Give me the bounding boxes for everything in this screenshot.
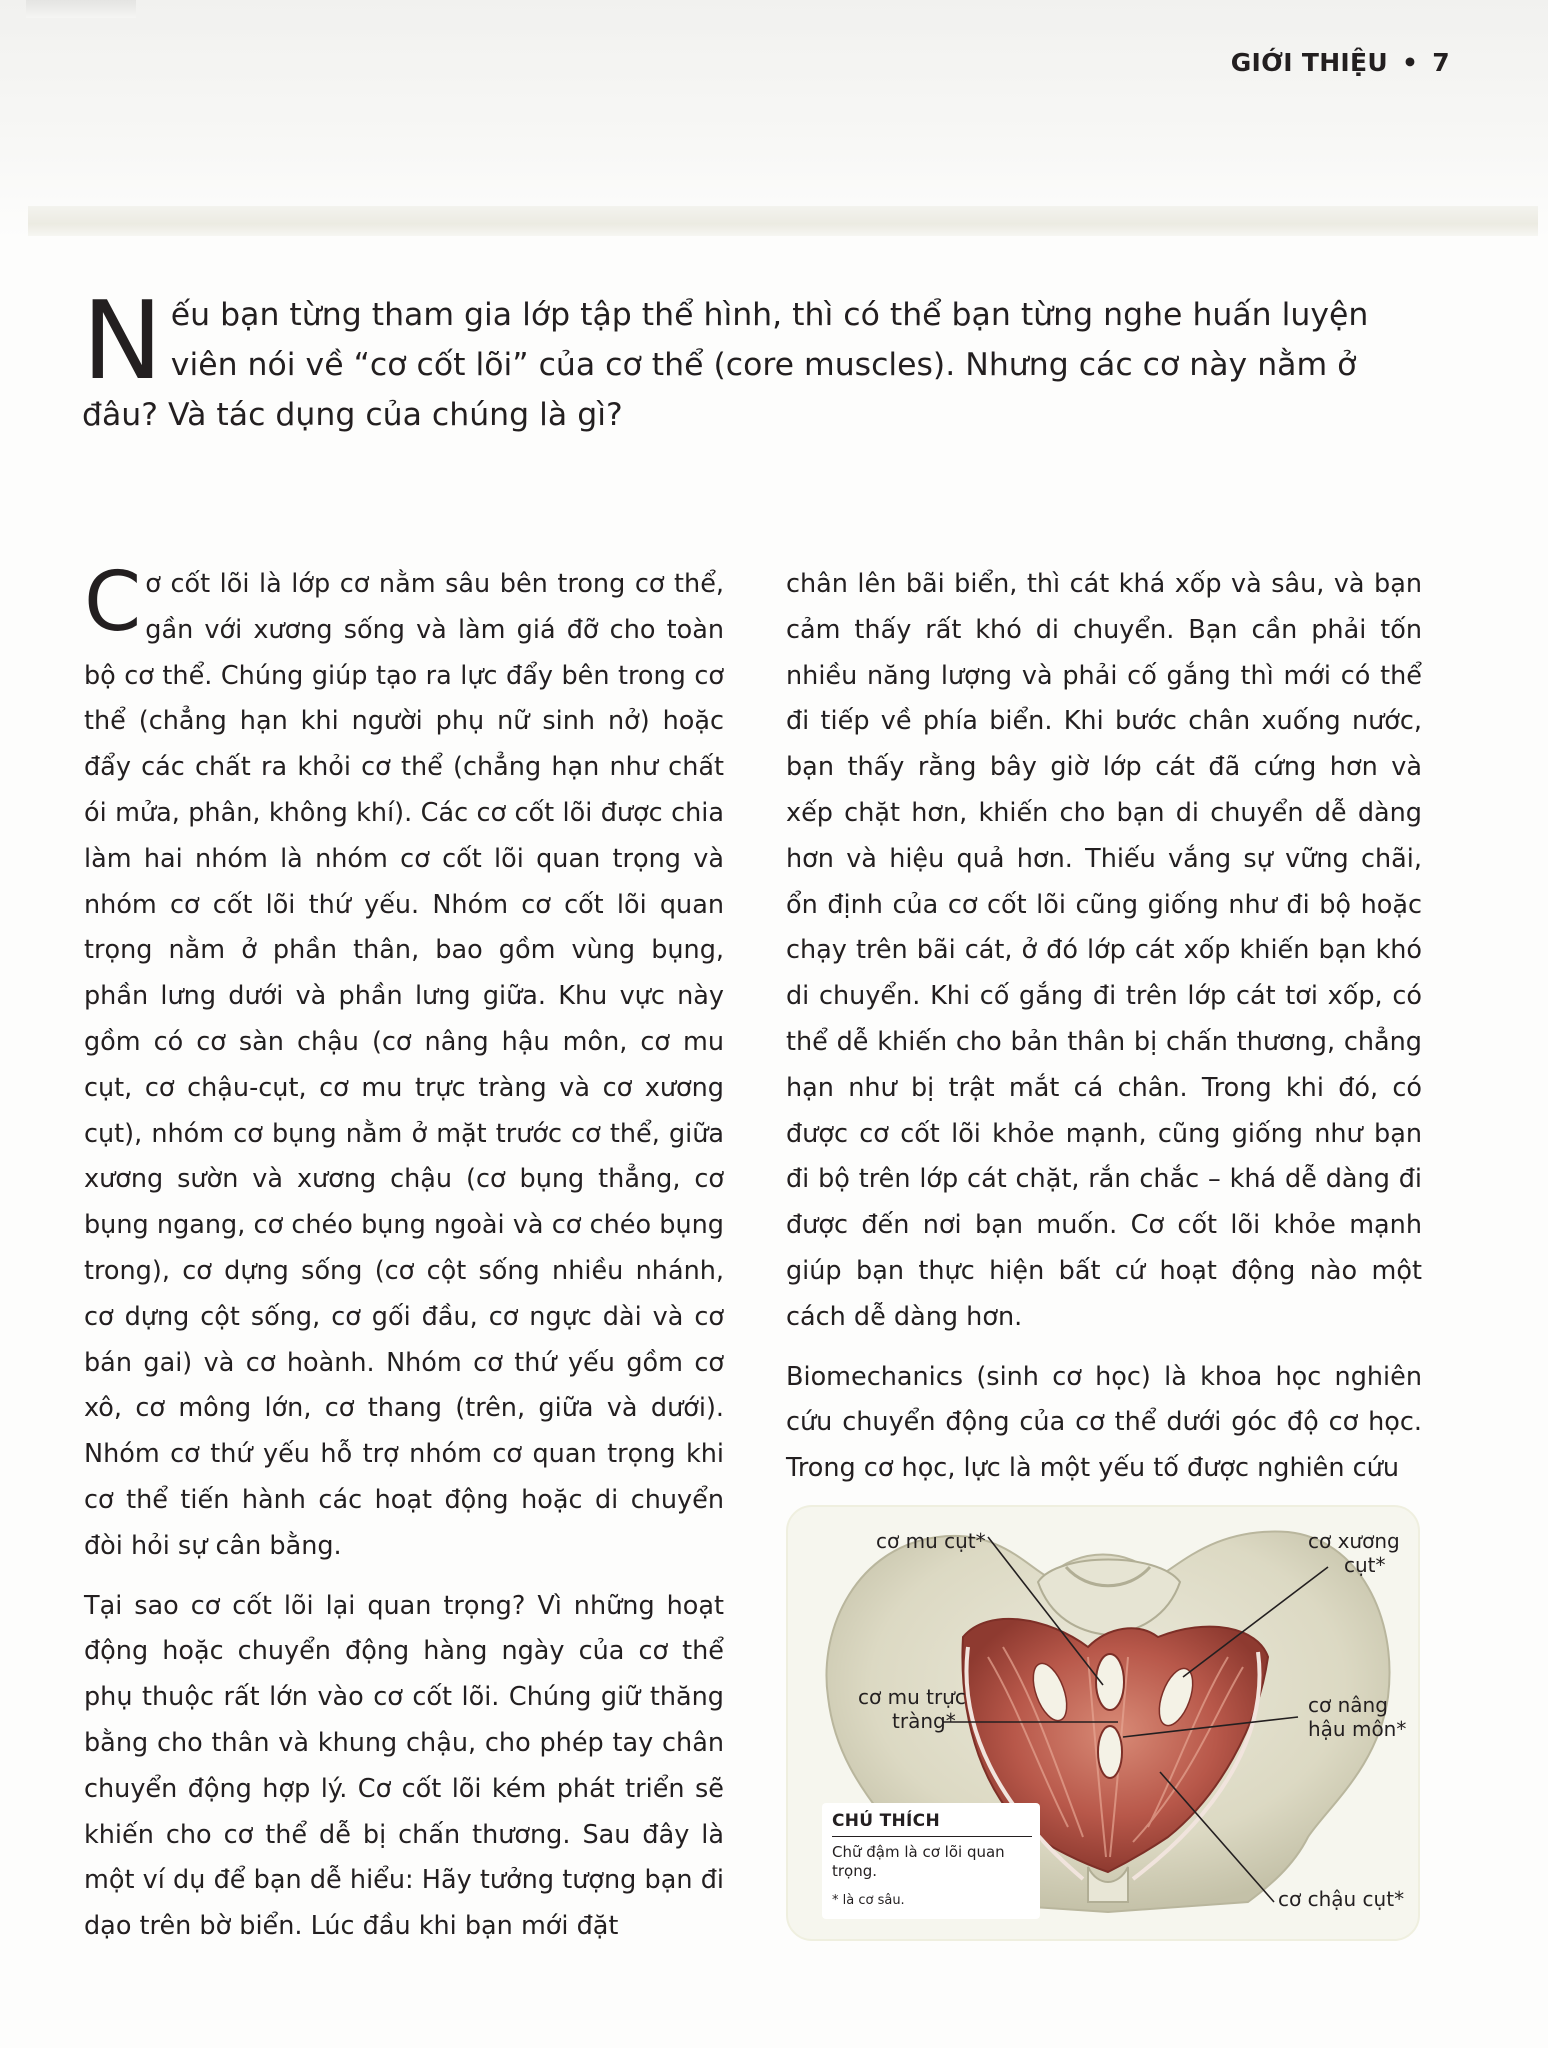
label-co-nang-hau-mon-line2: hậu môn* xyxy=(1308,1717,1407,1741)
left-paragraph-2: Tại sao cơ cốt lõi lại quan trọng? Vì những hoạt động hoặc chuyển động hàng ngày của cơ thể phụ thuộc rất lớn vào cơ cốt lõi. Chúng giữ thăng bằng cho thân và khung chậu, cho phép tay chân chuyển động hợp lý. Cơ cốt lõi kém phát triển sẽ khiến cho cơ thể dễ bị chấn thương. Sau đây là một ví dụ để bạn dễ hiểu: Hãy tưởng tượng bạn đi dạo trên bờ biển. Lúc đầu khi bạn mới đặt xyxy=(84,1590,724,1942)
intro-text: ếu bạn từng tham gia lớp tập thể hình, thì có thể bạn từng nghe huấn luyện viên nói về “cơ cốt lõi” của cơ thể (core muscles). Nhưng các cơ này nằm ở đâu? Và tác dụng của chúng là gì? xyxy=(82,297,1369,433)
section-title: GIỚI THIỆU xyxy=(1230,48,1389,77)
right-paragraph-2: Biomechanics (sinh cơ học) là khoa học nghiên cứu chuyển động của cơ thể dưới góc độ cơ học. Trong cơ học, lực là một yếu tố được nghiên cứu xyxy=(786,1361,1422,1484)
right-column xyxy=(786,562,1422,1492)
right-paragraph-1: chân lên bãi biển, thì cát khá xốp và sâu, và bạn cảm thấy rất khó di chuyển. Bạn cần phải tốn nhiều năng lượng và phải cố gắng thì mới có thể đi tiếp về phía biển. Khi bước chân xuống nước, bạn thấy rằng bây giờ lớp cát đã cứng hơn và xếp chặt hơn, khiến cho bạn di chuyển dễ dàng hơn và hiệu quả hơn. Thiếu vắng sự vững chãi, ổn định của cơ cốt lõi cũng giống như đi bộ hoặc chạy trên bãi cát, ở đó lớp cát xốp khiến bạn khó di chuyển. Khi cố gắng đi trên lớp cát tơi xốp, có thể dễ khiến cho bản thân bị chấn thương, chẳng hạn như bị trật mắt cá chân. Trong khi đó, có được cơ cốt lõi khỏe mạnh, cũng giống như bạn đi bộ trên lớp cát chặt, rắn chắc – khá dễ dàng đi được đến nơi bạn muốn. Cơ cốt lõi khỏe mạnh giúp bạn thực hiện bất cứ hoạt động nào một cách dễ dàng hơn. xyxy=(786,569,1422,1332)
running-header xyxy=(1231,48,1450,77)
intro-paragraph xyxy=(82,279,1422,440)
left-paragraph-1 xyxy=(84,555,724,1570)
label-co-mu-cut: cơ mu cụt* xyxy=(876,1529,986,1553)
left-column xyxy=(84,555,724,1950)
figure-legend-box xyxy=(822,1803,1040,1919)
header-separator: • xyxy=(1402,48,1419,77)
legend-divider xyxy=(832,1836,1032,1837)
label-co-chau-cut: cơ chậu cụt* xyxy=(1278,1887,1405,1911)
legend-text: Chữ đậm là cơ lõi quan trọng. xyxy=(832,1843,1005,1880)
legend-title: CHÚ THÍCH xyxy=(832,1811,940,1831)
page-corner-mark xyxy=(26,0,136,18)
label-co-xuong-cut-line1: cơ xương xyxy=(1308,1529,1400,1553)
left-dropcap: C xyxy=(84,555,142,650)
legend-note: * là cơ sâu. xyxy=(832,1893,905,1908)
left-paragraph-1-text: ơ cốt lõi là lớp cơ nằm sâu bên trong cơ thể, gần với xương sống và làm giá đỡ cho toàn bộ cơ thể. Chúng giúp tạo ra lực đẩy bên trong cơ thể (chẳng hạn khi người phụ nữ sinh nở) hoặc đẩy các chất ra khỏi cơ thể (chẳng hạn như chất ói mửa, phân, không khí). Các cơ cốt lõi được chia làm hai nhóm là nhóm cơ cốt lõi quan trọng và nhóm cơ cốt lõi thứ yếu. Nhóm cơ cốt lõi quan trọng nằm ở phần thân, bao gồm vùng bụng, phần lưng dưới và phần lưng giữa. Khu vực này gồm có cơ sàn chậu (cơ nâng hậu môn, cơ mu cụt, cơ chậu-cụt, cơ mu trực tràng và cơ xương cụt), nhóm cơ bụng nằm ở mặt trước cơ thể, giữa xương sườn và xương chậu (cơ bụng thẳng, cơ bụng ngang, cơ chéo bụng ngoài và cơ chéo bụng trong), cơ dựng sống (cơ cột sống nhiều nhánh, cơ dựng cột sống, cơ gối đầu, cơ ngực dài và cơ bán gai) và cơ hoành. Nhóm cơ thứ yếu gồm cơ xô, cơ mông lớn, cơ thang (trên, giữa và dưới). Nhóm cơ thứ yếu hỗ trợ nhóm cơ quan trọng khi cơ thể tiến hành các hoạt động hoặc di chuyển đòi hỏi sự cân bằng. xyxy=(84,569,724,1561)
label-co-nang-hau-mon-line1: cơ nâng xyxy=(1308,1693,1388,1717)
page-top-shade xyxy=(0,0,1548,240)
label-co-mu-truc-trang-line1: cơ mu trực xyxy=(858,1685,966,1709)
page-decorative-strip xyxy=(28,206,1538,236)
intro-dropcap: N xyxy=(82,279,163,404)
pelvic-floor-figure xyxy=(786,1505,1420,1941)
label-co-xuong-cut-line2: cụt* xyxy=(1344,1553,1386,1577)
page-number: 7 xyxy=(1432,48,1450,77)
opening-middle xyxy=(1098,1726,1122,1778)
label-co-mu-truc-trang-line2: tràng* xyxy=(892,1709,956,1733)
